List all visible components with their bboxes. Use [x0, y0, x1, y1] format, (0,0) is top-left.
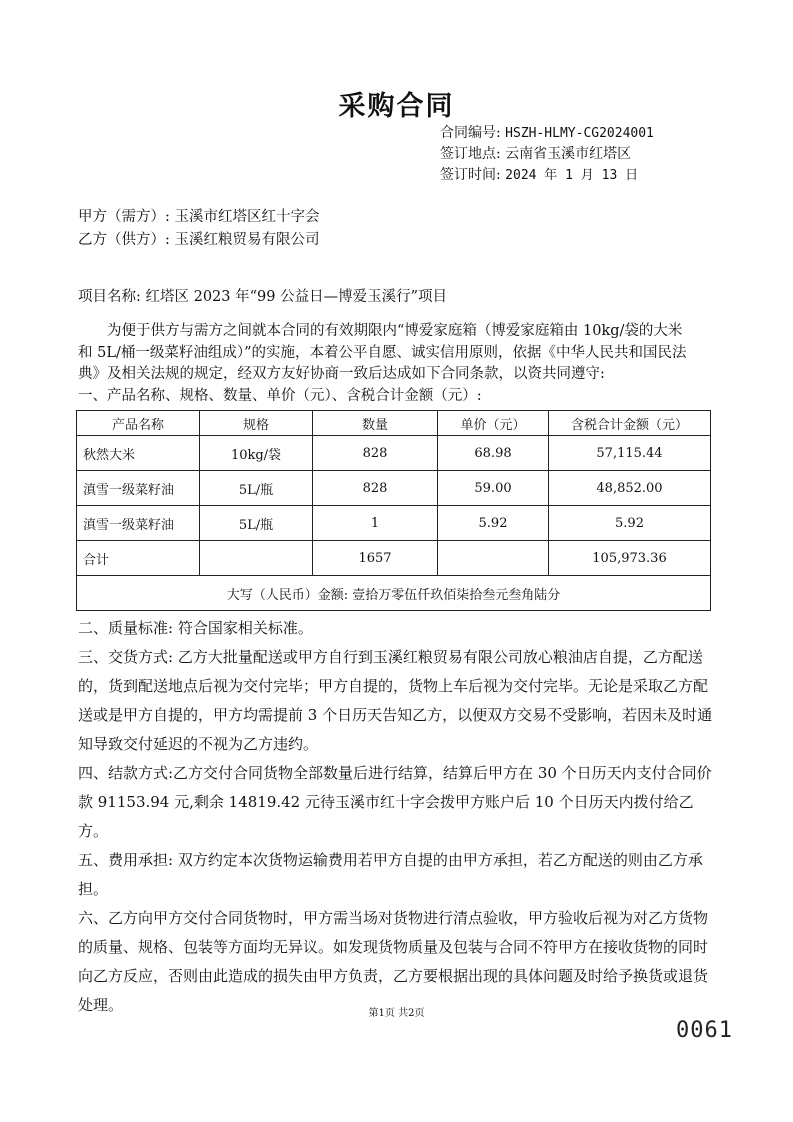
cell-spec: 10kg/袋: [200, 436, 313, 471]
project-name: 项目名称: 红塔区 2023 年“99 公益日—博爱玉溪行”项目: [78, 289, 447, 305]
cell-quantity: 828: [313, 436, 438, 471]
cell-quantity: 1: [313, 506, 438, 541]
section-inspection: 六、乙方向甲方交付合同货物时，甲方需当场对货物进行清点验收，甲方验收后视为对乙方货物的质量、规格、包装等方面均无异议。如发现货物质量及包装与合同不符甲方在接收货物的同时向乙方反应，否则由此造成的损失由甲方负责，乙方要根据出现的具体问题及时给予换货或退货处理。: [78, 909, 709, 1014]
cell-unit-price: 68.98: [438, 436, 549, 471]
intro-text: 为便于供方与需方之间就本合同的有效期限内“博爱家庭箱（博爱家庭箱由 10kg/袋的大米和 5L/桶一级菜籽油组成）”的实施，本着公平自愿、诚实信用原则，依据《中华人民共和国民法典》及相关法规的规定，经双方友好协商一致后达成如下合同条款，以资共同遵守:: [78, 323, 687, 382]
signing-place: [440, 145, 631, 163]
table-row: [77, 471, 711, 506]
cell-product-name: 秋然大米: [77, 436, 200, 471]
header-quantity: 数量: [313, 411, 438, 436]
page-number-stamp: 0061: [676, 1018, 733, 1043]
cell-unit-price: 5.92: [438, 506, 549, 541]
cell-amount: 5.92: [549, 506, 711, 541]
total-quantity: 1657: [313, 541, 438, 576]
party-b: 乙方（供方）: 玉溪红粮贸易有限公司: [78, 232, 320, 248]
cell-quantity: 828: [313, 471, 438, 506]
total-label: 合计: [77, 541, 200, 576]
contract-number-label: 合同编号:: [440, 125, 501, 141]
table-total-row: [77, 541, 711, 576]
header-amount: 含税合计金额（元）: [549, 411, 711, 436]
contract-terms: [78, 614, 714, 1020]
total-spec: [200, 541, 313, 576]
contract-number: [440, 124, 654, 143]
section-cost: 五、费用承担: 双方约定本次货物运输费用若甲方自提的由甲方承担，若乙方配送的则由乙方承担。: [78, 851, 703, 898]
cell-product-name: 滇雪一级菜籽油: [77, 471, 200, 506]
product-table: [76, 410, 711, 611]
table-row: [77, 506, 711, 541]
header-product-name: 产品名称: [77, 411, 200, 436]
section-payment: 四、结款方式:乙方交付合同货物全部数量后进行结算，结算后甲方在 30 个日历天内支付合同价款 91153.94 元,剩余 14819.42 元待玉溪市红十字会拨甲方账户后 10 个日历天内拨付给乙方。: [78, 764, 712, 840]
signing-date: [440, 166, 638, 185]
cell-product-name: 滇雪一级菜籽油: [77, 506, 200, 541]
page-footer: 第1页 共2页: [368, 1008, 425, 1019]
table-header-row: [77, 411, 711, 436]
contract-number-value: HSZH-HLMY-CG2024001: [505, 126, 654, 141]
header-spec: 规格: [200, 411, 313, 436]
intro-paragraph: [78, 321, 693, 407]
document-title: 采购合同: [338, 91, 455, 122]
header-unit-price: 单价（元）: [438, 411, 549, 436]
table-row: [77, 436, 711, 471]
cell-spec: 5L/瓶: [200, 471, 313, 506]
cell-spec: 5L/瓶: [200, 506, 313, 541]
section-1-heading: 一、产品名称、规格、数量、单价（元）、含税合计金额（元）:: [78, 387, 482, 404]
signing-place-label: 签订地点:: [440, 146, 501, 162]
table-total-chinese-row: [77, 576, 711, 611]
signing-date-label: 签订时间:: [440, 167, 501, 183]
cell-amount: 57,115.44: [549, 436, 711, 471]
cell-amount: 48,852.00: [549, 471, 711, 506]
section-delivery: 三、交货方式: 乙方大批量配送或甲方自行到玉溪红粮贸易有限公司放心粮油店自提，乙方配送的，货到配送地点后视为交付完毕；甲方自提的，货物上车后视为交付完毕。无论是采取乙方配送或是甲方自提的，甲方均需提前 3 个日历天告知乙方，以便双方交易不受影响，若因未及时通知导致交付延迟的不视为乙方违约。: [78, 648, 713, 753]
signing-place-value: 云南省玉溪市红塔区: [505, 146, 632, 162]
total-unit-price: [438, 541, 549, 576]
section-quality: 二、质量标准: 符合国家相关标准。: [78, 619, 313, 637]
total-amount: 105,973.36: [549, 541, 711, 576]
total-amount-chinese: 大写（人民币）金额: 壹拾万零伍仟玖佰柒拾叁元叁角陆分: [77, 576, 711, 611]
party-a: 甲方（需方）: 玉溪市红塔区红十字会: [78, 209, 320, 225]
signing-date-value: 2024 年 1 月 13 日: [505, 168, 639, 183]
cell-unit-price: 59.00: [438, 471, 549, 506]
